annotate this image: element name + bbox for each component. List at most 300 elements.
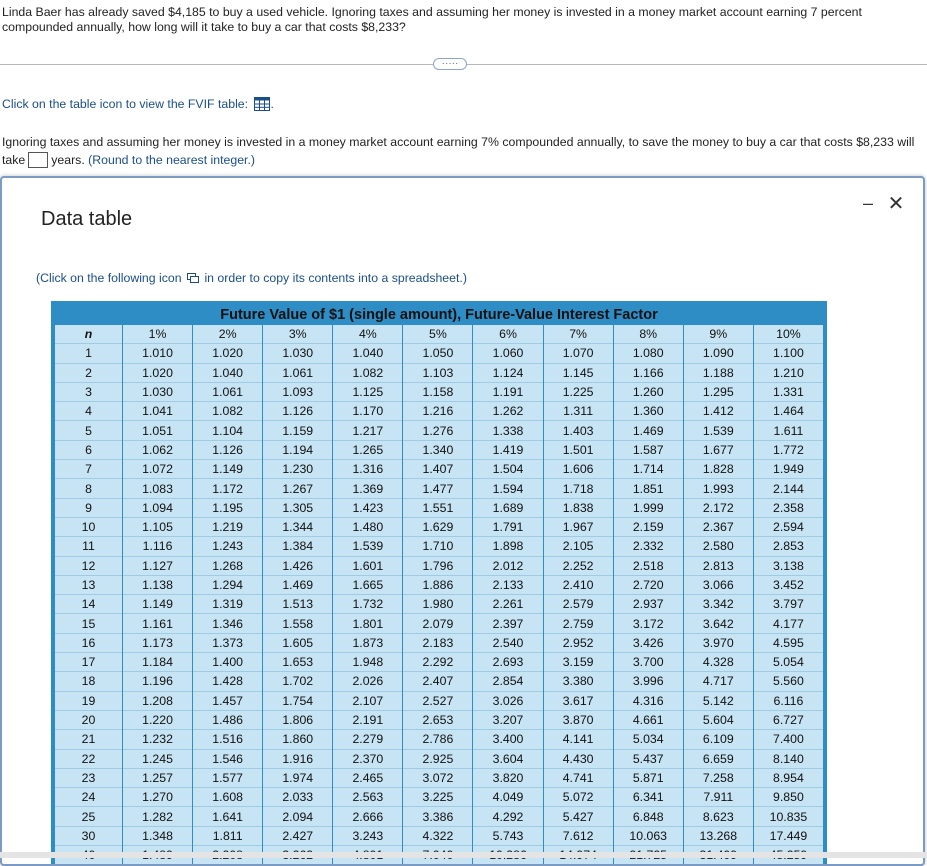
- fvif-cell: 1.477: [403, 479, 473, 498]
- fvif-cell: 1.230: [263, 460, 333, 479]
- fvif-cell: 1.469: [263, 575, 333, 594]
- fvif-cell: 1.295: [683, 382, 753, 401]
- fvif-cell: 1.718: [543, 479, 613, 498]
- table-row: [55, 788, 824, 807]
- fvif-cell: 1.344: [263, 517, 333, 536]
- fvif-cell: 7.911: [683, 788, 753, 807]
- fvif-cell: 1.090: [683, 344, 753, 363]
- answer-text-before: Ignoring taxes and assuming her money is invested in a money market account earning 7% compounded annually, to save the money to buy a car that costs $8,233 will take: [2, 135, 915, 167]
- fvif-cell: 2.012: [473, 556, 543, 575]
- fvif-cell: 2.854: [473, 672, 543, 691]
- fvif-cell: 6.109: [683, 730, 753, 749]
- period-cell: 14: [55, 595, 123, 614]
- fvif-cell: 1.601: [333, 556, 403, 575]
- fvif-cell: 1.480: [333, 517, 403, 536]
- period-cell: 16: [55, 633, 123, 652]
- fvif-cell: 1.082: [333, 363, 403, 382]
- table-row: [55, 344, 824, 363]
- header-rate: 7%: [543, 325, 613, 344]
- dialog-title: Data table: [41, 208, 133, 230]
- fvif-cell: 1.967: [543, 517, 613, 536]
- fvif-cell: 2.579: [543, 595, 613, 614]
- fvif-cell: 1.080: [613, 344, 683, 363]
- fvif-cell: 2.925: [403, 749, 473, 768]
- fvif-cell: 1.851: [613, 479, 683, 498]
- fvif-cell: 1.020: [193, 344, 263, 363]
- fvif-cell: 2.133: [473, 575, 543, 594]
- fvif-cell: 1.219: [193, 517, 263, 536]
- fvif-cell: 3.342: [683, 595, 753, 614]
- fvif-cell: 2.370: [333, 749, 403, 768]
- fvif-cell: 4.661: [613, 710, 683, 729]
- fvif-cell: 1.062: [123, 440, 193, 459]
- fvif-cell: 1.316: [333, 460, 403, 479]
- fvif-cell: 4.141: [543, 730, 613, 749]
- fvif-cell: 8.140: [753, 749, 823, 768]
- rounding-note: (Round to the nearest integer.): [88, 153, 255, 167]
- fvif-cell: 1.348: [123, 826, 193, 845]
- period-cell: 1: [55, 344, 123, 363]
- fvif-cell: 1.138: [123, 575, 193, 594]
- fvif-cell: 1.126: [263, 402, 333, 421]
- fvif-cell: 1.191: [473, 382, 543, 401]
- period-cell: 5: [55, 421, 123, 440]
- fvif-cell: 3.400: [473, 730, 543, 749]
- fvif-cell: 1.811: [193, 826, 263, 845]
- fvif-cell: 1.149: [123, 595, 193, 614]
- fvif-cell: 2.759: [543, 614, 613, 633]
- fvif-cell: 1.070: [543, 344, 613, 363]
- fvif-cell: 1.104: [193, 421, 263, 440]
- fvif-cell: 4.430: [543, 749, 613, 768]
- table-row: [55, 672, 824, 691]
- fvif-cell: 1.050: [403, 344, 473, 363]
- fvif-cell: 2.279: [333, 730, 403, 749]
- table-row: [55, 556, 824, 575]
- fvif-cell: 1.400: [193, 653, 263, 672]
- fvif-cell: 1.149: [193, 460, 263, 479]
- answer-text-after: years.: [51, 153, 85, 167]
- fvif-cell: 3.243: [333, 826, 403, 845]
- fvif-cell: 10.835: [753, 807, 823, 826]
- fvif-cell: 3.996: [613, 672, 683, 691]
- fvif-cell: 1.267: [263, 479, 333, 498]
- fvif-cell: 3.159: [543, 653, 613, 672]
- fvif-cell: 8.623: [683, 807, 753, 826]
- fvif-cell: 1.605: [263, 633, 333, 652]
- table-row: [55, 768, 824, 787]
- fvif-cell: 1.116: [123, 537, 193, 556]
- fvif-cell: 1.294: [193, 575, 263, 594]
- fvif-cell: 1.606: [543, 460, 613, 479]
- fvif-cell: 1.173: [123, 633, 193, 652]
- fvif-cell: 3.225: [403, 788, 473, 807]
- table-row: [55, 460, 824, 479]
- table-row: [55, 382, 824, 401]
- fvif-cell: 1.412: [683, 402, 753, 421]
- fvif-cell: 2.026: [333, 672, 403, 691]
- fvif-cell: 4.741: [543, 768, 613, 787]
- fvif-cell: 1.665: [333, 575, 403, 594]
- fvif-cell: 1.428: [193, 672, 263, 691]
- years-answer-input[interactable]: [28, 152, 48, 168]
- fvif-cell: 1.311: [543, 402, 613, 421]
- fvif-cell: 1.040: [193, 363, 263, 382]
- fvif-cell: 1.501: [543, 440, 613, 459]
- fvif-cell: 1.041: [123, 402, 193, 421]
- fvif-cell: 1.161: [123, 614, 193, 633]
- period-cell: 9: [55, 498, 123, 517]
- fvif-cell: 5.072: [543, 788, 613, 807]
- fvif-cell: 5.437: [613, 749, 683, 768]
- period-cell: 17: [55, 653, 123, 672]
- table-row: [55, 479, 824, 498]
- fvif-cell: 7.400: [753, 730, 823, 749]
- fvif-cell: 2.094: [263, 807, 333, 826]
- expand-more-button[interactable]: ·····: [433, 58, 467, 70]
- fvif-cell: 6.659: [683, 749, 753, 768]
- fvif-cell: 1.369: [333, 479, 403, 498]
- fvif-header-row: [55, 325, 824, 344]
- fvif-cell: 1.319: [193, 595, 263, 614]
- fvif-cell: 3.820: [473, 768, 543, 787]
- table-row: [55, 498, 824, 517]
- fvif-cell: 1.338: [473, 421, 543, 440]
- fvif-cell: 1.464: [753, 402, 823, 421]
- header-rate: 5%: [403, 325, 473, 344]
- fvif-cell: 2.261: [473, 595, 543, 614]
- fvif-cell: 2.358: [753, 498, 823, 517]
- fvif-cell: 5.560: [753, 672, 823, 691]
- fvif-cell: 2.527: [403, 691, 473, 710]
- fvif-cell: 1.577: [193, 768, 263, 787]
- fvif-cell: 2.183: [403, 633, 473, 652]
- period-cell: 3: [55, 382, 123, 401]
- table-instruction-suffix: .: [270, 97, 274, 111]
- table-row: [55, 826, 824, 845]
- fvif-cell: 1.677: [683, 440, 753, 459]
- fvif-cell: 1.225: [543, 382, 613, 401]
- fvif-cell: 13.268: [683, 826, 753, 845]
- fvif-cell: 2.853: [753, 537, 823, 556]
- fvif-cell: 3.172: [613, 614, 683, 633]
- period-cell: 6: [55, 440, 123, 459]
- fvif-cell: 2.107: [333, 691, 403, 710]
- fvif-cell: 1.898: [473, 537, 543, 556]
- fvif-cell: 1.127: [123, 556, 193, 575]
- fvif-cell: 2.465: [333, 768, 403, 787]
- fvif-cell: 10.063: [613, 826, 683, 845]
- header-n: n: [55, 325, 123, 344]
- fvif-cell: 3.604: [473, 749, 543, 768]
- table-grid-icon[interactable]: [254, 97, 270, 111]
- bottom-scrollbar[interactable]: [0, 852, 927, 858]
- fvif-cell: 1.772: [753, 440, 823, 459]
- minimize-icon[interactable]: –: [862, 193, 873, 213]
- fvif-cell: 3.138: [753, 556, 823, 575]
- header-rate: 4%: [333, 325, 403, 344]
- fvif-cell: 1.208: [123, 691, 193, 710]
- fvif-cell: 2.172: [683, 498, 753, 517]
- fvif-cell: 1.094: [123, 498, 193, 517]
- fvif-cell: 3.386: [403, 807, 473, 826]
- fvif-cell: 2.594: [753, 517, 823, 536]
- fvif-cell: 1.373: [193, 633, 263, 652]
- fvif-cell: 1.916: [263, 749, 333, 768]
- fvif-cell: 1.243: [193, 537, 263, 556]
- table-row: [55, 730, 824, 749]
- fvif-cell: 1.030: [263, 344, 333, 363]
- header-rate: 2%: [193, 325, 263, 344]
- fvif-cell: 1.105: [123, 517, 193, 536]
- fvif-cell: 1.594: [473, 479, 543, 498]
- fvif-cell: 1.188: [683, 363, 753, 382]
- period-cell: 13: [55, 575, 123, 594]
- table-instruction-label: Click on the table icon to view the FVIF table:: [2, 97, 249, 111]
- fvif-cell: 2.693: [473, 653, 543, 672]
- fvif-cell: 1.886: [403, 575, 473, 594]
- header-rate: 10%: [753, 325, 823, 344]
- fvif-cell: 3.452: [753, 575, 823, 594]
- fvif-cell: 2.786: [403, 730, 473, 749]
- fvif-cell: 1.082: [193, 402, 263, 421]
- fvif-cell: 2.720: [613, 575, 683, 594]
- table-row: [55, 710, 824, 729]
- fvif-cell: 3.642: [683, 614, 753, 633]
- header-rate: 9%: [683, 325, 753, 344]
- fvif-cell: 1.061: [263, 363, 333, 382]
- fvif-cell: 2.105: [543, 537, 613, 556]
- fvif-cell: 3.380: [543, 672, 613, 691]
- fvif-cell: 6.341: [613, 788, 683, 807]
- fvif-cell: 1.010: [123, 344, 193, 363]
- fvif-cell: 1.838: [543, 498, 613, 517]
- fvif-cell: 1.245: [123, 749, 193, 768]
- fvif-cell: 1.276: [403, 421, 473, 440]
- fvif-cell: 2.563: [333, 788, 403, 807]
- fvif-cell: 9.850: [753, 788, 823, 807]
- table-row: [55, 595, 824, 614]
- fvif-cell: 2.427: [263, 826, 333, 845]
- fvif-cell: 1.806: [263, 710, 333, 729]
- fvif-cell: 3.700: [613, 653, 683, 672]
- fvif-cell: 4.328: [683, 653, 753, 672]
- fvif-cell: 6.116: [753, 691, 823, 710]
- fvif-cell: 2.407: [403, 672, 473, 691]
- fvif-cell: 2.367: [683, 517, 753, 536]
- data-table-dialog: [0, 176, 925, 866]
- fvif-cell: 1.546: [193, 749, 263, 768]
- table-row: [55, 614, 824, 633]
- fvif-cell: 1.126: [193, 440, 263, 459]
- fvif-cell: 4.717: [683, 672, 753, 691]
- fvif-cell: 5.743: [473, 826, 543, 845]
- table-row: [55, 653, 824, 672]
- fvif-cell: 1.100: [753, 344, 823, 363]
- fvif-cell: 2.410: [543, 575, 613, 594]
- fvif-cell: 1.020: [123, 363, 193, 382]
- fvif-cell: 2.580: [683, 537, 753, 556]
- fvif-cell: 4.049: [473, 788, 543, 807]
- fvif-table-title: Future Value of $1 (single amount), Future-Value Interest Factor: [220, 307, 658, 323]
- table-row: [55, 633, 824, 652]
- fvif-cell: 8.954: [753, 768, 823, 787]
- fvif-cell: 1.873: [333, 633, 403, 652]
- period-cell: 12: [55, 556, 123, 575]
- fvif-cell: 2.653: [403, 710, 473, 729]
- fvif-cell: 1.170: [333, 402, 403, 421]
- table-instruction: [2, 97, 274, 111]
- fvif-cell: 1.587: [613, 440, 683, 459]
- fvif-cell: 1.539: [333, 537, 403, 556]
- fvif-cell: 1.216: [403, 402, 473, 421]
- fvif-cell: 1.732: [333, 595, 403, 614]
- header-rate: 6%: [473, 325, 543, 344]
- table-row: [55, 575, 824, 594]
- fvif-cell: 1.360: [613, 402, 683, 421]
- fvif-cell: 7.258: [683, 768, 753, 787]
- fvif-cell: 1.948: [333, 653, 403, 672]
- fvif-cell: 2.159: [613, 517, 683, 536]
- fvif-cell: 17.449: [753, 826, 823, 845]
- fvif-cell: 1.124: [473, 363, 543, 382]
- fvif-cell: 4.292: [473, 807, 543, 826]
- fvif-cell: 2.397: [473, 614, 543, 633]
- fvif-cell: 3.870: [543, 710, 613, 729]
- period-cell: 24: [55, 788, 123, 807]
- fvif-cell: 4.322: [403, 826, 473, 845]
- fvif-cell: 1.457: [193, 691, 263, 710]
- table-row: [55, 440, 824, 459]
- fvif-cell: 1.268: [193, 556, 263, 575]
- fvif-cell: 1.653: [263, 653, 333, 672]
- fvif-cell: 1.232: [123, 730, 193, 749]
- fvif-cell: 3.072: [403, 768, 473, 787]
- fvif-cell: 1.513: [263, 595, 333, 614]
- fvif-cell: 2.252: [543, 556, 613, 575]
- close-icon[interactable]: ✕: [887, 193, 905, 215]
- fvif-cell: 1.516: [193, 730, 263, 749]
- period-cell: 25: [55, 807, 123, 826]
- period-cell: 20: [55, 710, 123, 729]
- fvif-cell: 3.207: [473, 710, 543, 729]
- fvif-cell: 1.158: [403, 382, 473, 401]
- table-row: [55, 402, 824, 421]
- fvif-cell: 1.166: [613, 363, 683, 382]
- question-text: Linda Baer has already saved $4,185 to buy a used vehicle. Ignoring taxes and assuming her money is invested in a money market account earning 7 percent compounded annually, how long will it take to buy a car that costs $8,233?: [2, 5, 862, 34]
- fvif-cell: 1.093: [263, 382, 333, 401]
- fvif-cell: 2.292: [403, 653, 473, 672]
- fvif-cell: 1.217: [333, 421, 403, 440]
- fvif-cell: 2.033: [263, 788, 333, 807]
- fvif-cell: 1.265: [333, 440, 403, 459]
- fvif-cell: 7.612: [543, 826, 613, 845]
- fvif-cell: 5.034: [613, 730, 683, 749]
- fvif-cell: 1.346: [193, 614, 263, 633]
- period-cell: 11: [55, 537, 123, 556]
- answer-statement: [2, 133, 917, 169]
- copy-spreadsheet-icon[interactable]: [187, 272, 199, 282]
- header-rate: 1%: [123, 325, 193, 344]
- fvif-cell: 2.079: [403, 614, 473, 633]
- fvif-cell: 3.797: [753, 595, 823, 614]
- fvif-cell: 1.060: [473, 344, 543, 363]
- fvif-cell: 1.172: [193, 479, 263, 498]
- fvif-cell: 1.040: [333, 344, 403, 363]
- fvif-cell: 1.262: [473, 402, 543, 421]
- fvif-cell: 1.384: [263, 537, 333, 556]
- fvif-cell: 1.423: [333, 498, 403, 517]
- table-row: [55, 749, 824, 768]
- fvif-cell: 1.539: [683, 421, 753, 440]
- fvif-cell: 5.142: [683, 691, 753, 710]
- fvif-cell: 2.191: [333, 710, 403, 729]
- fvif-cell: 1.796: [403, 556, 473, 575]
- fvif-cell: 1.125: [333, 382, 403, 401]
- header-rate: 8%: [613, 325, 683, 344]
- fvif-cell: 1.184: [123, 653, 193, 672]
- fvif-cell: 1.061: [193, 382, 263, 401]
- period-cell: 8: [55, 479, 123, 498]
- fvif-cell: 1.608: [193, 788, 263, 807]
- fvif-cell: 1.051: [123, 421, 193, 440]
- table-row: [55, 537, 824, 556]
- fvif-cell: 1.195: [193, 498, 263, 517]
- period-cell: 2: [55, 363, 123, 382]
- fvif-cell: 1.305: [263, 498, 333, 517]
- fvif-cell: 1.257: [123, 768, 193, 787]
- fvif-cell: 1.194: [263, 440, 333, 459]
- fvif-cell: 1.196: [123, 672, 193, 691]
- fvif-cell: 1.282: [123, 807, 193, 826]
- fvif-cell: 4.177: [753, 614, 823, 633]
- fvif-cell: 3.970: [683, 633, 753, 652]
- fvif-cell: 5.427: [543, 807, 613, 826]
- fvif-cell: 1.419: [473, 440, 543, 459]
- copy-note-before: (Click on the following icon: [36, 271, 182, 285]
- fvif-cell: 5.871: [613, 768, 683, 787]
- fvif-cell: 1.558: [263, 614, 333, 633]
- fvif-cell: 1.145: [543, 363, 613, 382]
- fvif-cell: 4.595: [753, 633, 823, 652]
- period-cell: 19: [55, 691, 123, 710]
- fvif-cell: 1.340: [403, 440, 473, 459]
- fvif-cell: 1.710: [403, 537, 473, 556]
- fvif-cell: 2.666: [333, 807, 403, 826]
- fvif-cell: 3.426: [613, 633, 683, 652]
- table-row: [55, 691, 824, 710]
- fvif-cell: 1.860: [263, 730, 333, 749]
- fvif-cell: 1.974: [263, 768, 333, 787]
- fvif-cell: 2.540: [473, 633, 543, 652]
- fvif-cell: 5.054: [753, 653, 823, 672]
- fvif-cell: 1.072: [123, 460, 193, 479]
- fvif-cell: 1.980: [403, 595, 473, 614]
- period-cell: 15: [55, 614, 123, 633]
- fvif-cell: 1.551: [403, 498, 473, 517]
- fvif-cell: 1.260: [613, 382, 683, 401]
- table-row: [55, 517, 824, 536]
- fvif-cell: 3.026: [473, 691, 543, 710]
- fvif-cell: 2.937: [613, 595, 683, 614]
- period-cell: 30: [55, 826, 123, 845]
- fvif-cell: 1.702: [263, 672, 333, 691]
- period-cell: 23: [55, 768, 123, 787]
- fvif-cell: 6.727: [753, 710, 823, 729]
- fvif-table: [54, 325, 824, 864]
- fvif-cell: 1.504: [473, 460, 543, 479]
- fvif-cell: 1.469: [613, 421, 683, 440]
